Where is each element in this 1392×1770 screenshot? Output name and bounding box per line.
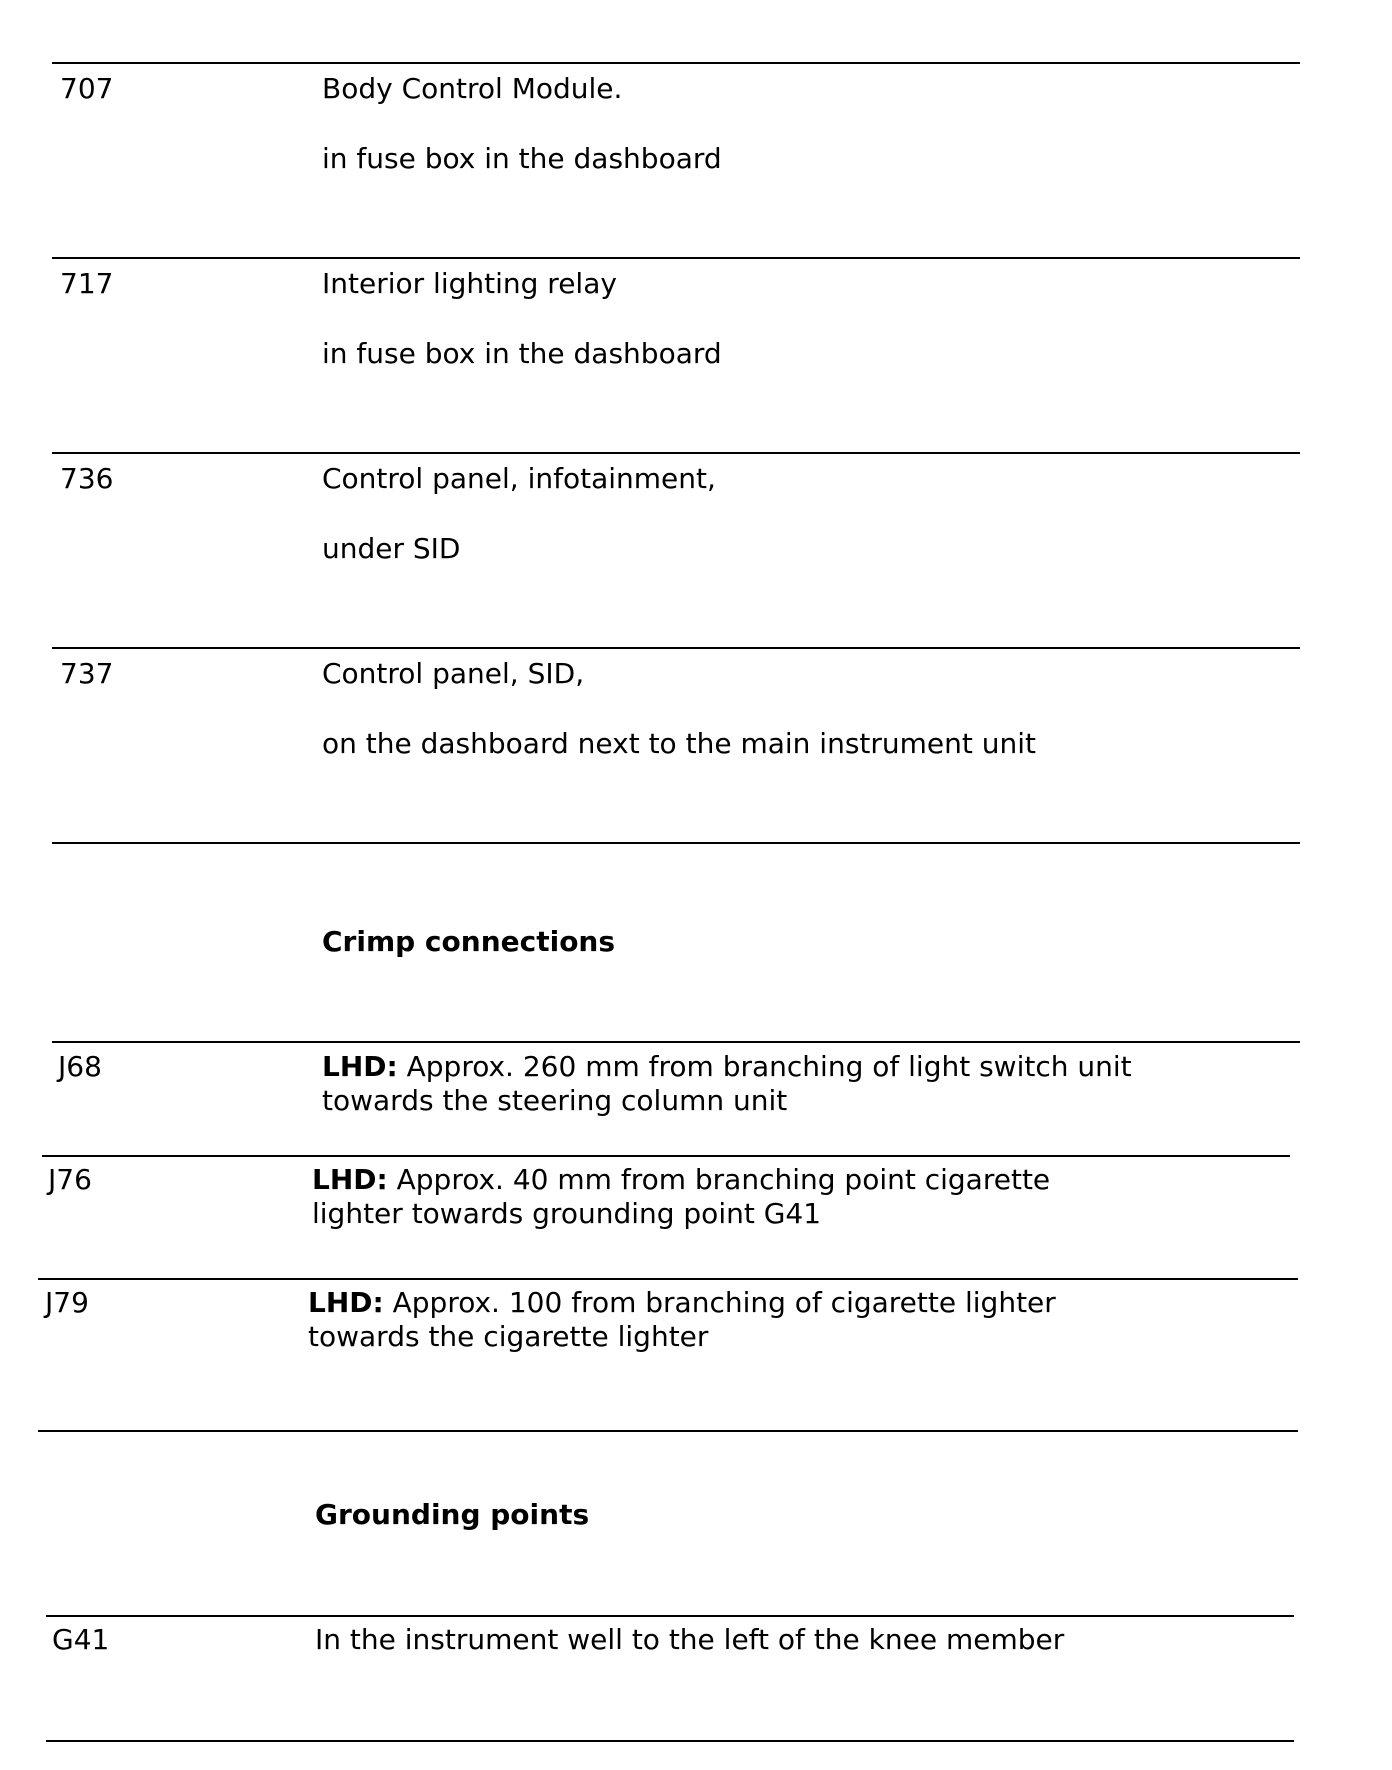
component-location: in fuse box in the dashboard [322, 337, 722, 370]
table-divider [52, 842, 1300, 844]
crimp-code: J76 [48, 1163, 92, 1196]
table-divider [52, 257, 1300, 259]
crimp-description-line2: lighter towards grounding point G41 [312, 1197, 822, 1230]
component-name: Interior lighting relay [322, 267, 617, 300]
lhd-label: LHD: [308, 1286, 384, 1319]
component-name: Control panel, infotainment, [322, 462, 716, 495]
grounding-description: In the instrument well to the left of the knee member [315, 1623, 1065, 1656]
lhd-label: LHD: [312, 1163, 388, 1196]
component-location: in fuse box in the dashboard [322, 142, 722, 175]
crimp-code: J79 [45, 1286, 89, 1319]
table-divider [52, 647, 1300, 649]
component-code: 717 [60, 267, 114, 300]
component-code: 736 [60, 462, 114, 495]
crimp-description-line2: towards the steering column unit [322, 1084, 788, 1117]
crimp-text: Approx. 100 from branching of cigarette lighter [383, 1286, 1056, 1319]
section-heading-grounding: Grounding points [315, 1498, 590, 1531]
table-divider [38, 1278, 1298, 1280]
crimp-text: Approx. 40 mm from branching point cigarette [387, 1163, 1051, 1196]
component-name: Control panel, SID, [322, 657, 585, 690]
crimp-description-line1 [322, 1050, 1132, 1084]
component-name: Body Control Module. [322, 72, 623, 105]
crimp-code: J68 [58, 1050, 102, 1083]
table-divider [52, 62, 1300, 64]
table-divider [46, 1615, 1294, 1617]
crimp-description-line1 [308, 1286, 1056, 1320]
component-location: under SID [322, 532, 461, 565]
table-divider [38, 1430, 1298, 1432]
crimp-text: Approx. 260 mm from branching of light switch unit [397, 1050, 1132, 1083]
grounding-code: G41 [52, 1623, 110, 1656]
table-divider [52, 452, 1300, 454]
table-divider [46, 1740, 1294, 1742]
component-code: 707 [60, 72, 114, 105]
lhd-label: LHD: [322, 1050, 398, 1083]
table-divider [52, 1041, 1300, 1043]
component-code: 737 [60, 657, 114, 690]
crimp-description-line1 [312, 1163, 1050, 1197]
table-divider [42, 1155, 1290, 1157]
component-location: on the dashboard next to the main instrument unit [322, 727, 1037, 760]
section-heading-crimp: Crimp connections [322, 925, 616, 958]
crimp-description-line2: towards the cigarette lighter [308, 1320, 709, 1353]
